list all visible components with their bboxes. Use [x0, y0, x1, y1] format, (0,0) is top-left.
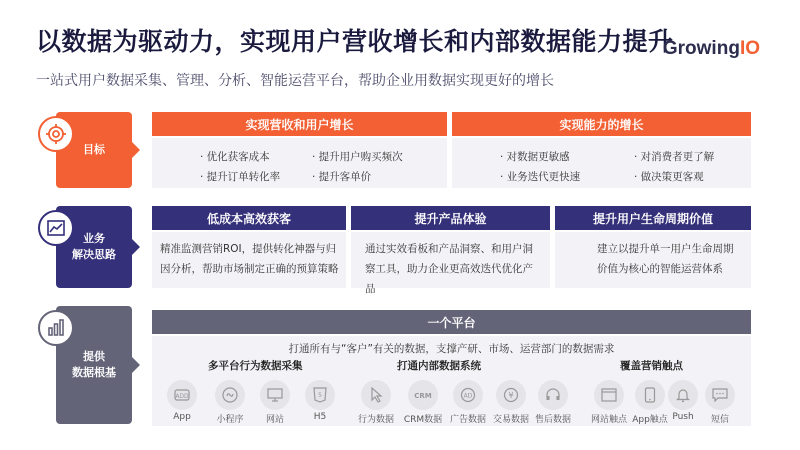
goal-left-item: · 提升订单转化率 [200, 171, 281, 183]
goal-left-header: 实现营收和用户增长 [152, 112, 447, 136]
item-label: App [173, 412, 191, 422]
trend-chart-icon [38, 210, 74, 246]
svg-text:5: 5 [318, 392, 322, 399]
item-label: 行为数据 [357, 415, 394, 425]
approach-col2-header: 提升产品体验 [351, 206, 550, 230]
item-label: 售后数据 [534, 415, 571, 425]
approach-col2-box [351, 232, 550, 295]
crm-icon [408, 380, 438, 410]
bar-chart-icon [38, 310, 74, 346]
svg-text:¥: ¥ [508, 391, 514, 400]
item-label: 小程序 [216, 415, 244, 425]
app-icon [167, 380, 197, 410]
approach-label: 业务 解决思路 [72, 232, 116, 261]
goal-right-item: · 做决策更客观 [634, 171, 704, 183]
item-label: H5 [313, 412, 327, 422]
goal-left-item: · 提升客单价 [312, 171, 372, 183]
item-label: CRM数据 [403, 415, 443, 425]
growingio-logo: GrowingIO [662, 38, 760, 59]
foundation-tag [56, 306, 132, 424]
foundation-desc: 打通所有与“客户”有关的数据，支撑产研、市场、运营部门的数据需求 [288, 343, 615, 355]
goal-right-item: · 对数据更敏感 [500, 151, 570, 163]
approach-col1-header: 低成本高效获客 [152, 206, 346, 230]
monitor-icon [260, 380, 290, 410]
svg-text:AD: AD [463, 392, 473, 400]
item-label: 网站 [265, 415, 284, 425]
foundation-label: 提供 数据根基 [72, 350, 116, 379]
item-label: App触点 [632, 415, 668, 425]
foundation-header: 一个平台 [152, 310, 751, 334]
group-title: 覆盖营销触点 [620, 360, 683, 372]
item-label: 交易数据 [492, 415, 529, 425]
yen-icon [496, 380, 526, 410]
page-title: 以数据为驱动力，实现用户营收增长和内部数据能力提升 [36, 27, 674, 56]
approach-col3-box [555, 232, 751, 288]
headset-icon [538, 380, 568, 410]
goal-left-item: · 优化获客成本 [200, 151, 270, 163]
goal-left-box [152, 138, 447, 188]
approach-col2-text: 通过实效看板和产品洞察、和用户洞察工具，助力企业更高效迭代优化产品 [365, 243, 533, 295]
goal-left-item: · 提升用户购买频次 [312, 151, 403, 163]
goal-right-item: · 对消费者更了解 [634, 151, 715, 163]
goal-tag [56, 112, 132, 188]
goal-right-item: · 业务迭代更快速 [500, 171, 581, 183]
approach-tag [56, 206, 132, 288]
cursor-icon [361, 380, 391, 410]
ad-icon [453, 380, 483, 410]
approach-col1-box [152, 232, 346, 288]
group-title: 多平台行为数据采集 [208, 360, 303, 372]
approach-col3-header: 提升用户生命周期价值 [555, 206, 751, 230]
phone-icon [635, 380, 665, 410]
bell-icon [668, 380, 698, 410]
item-label: 短信 [710, 415, 729, 425]
item-label: 广告数据 [449, 415, 486, 425]
html5-icon [305, 380, 335, 410]
approach-col3-text: 建立以提升单一用户生命周期价值为核心的智能运营体系 [597, 243, 734, 275]
mini-program-icon [215, 380, 245, 410]
svg-text:ADD: ADD [175, 393, 189, 400]
approach-col1-text: 精准监测营销ROI，提供转化神器与归因分析，帮助市场制定正确的预算策略 [160, 243, 339, 275]
goal-right-box [452, 138, 751, 188]
browser-icon [594, 380, 624, 410]
foundation-box [152, 336, 751, 426]
item-label: Push [672, 412, 694, 422]
svg-text:CRM: CRM [414, 392, 432, 400]
item-label: 网站触点 [590, 415, 627, 425]
page-subtitle: 一站式用户数据采集、管理、分析、智能运营平台，帮助企业用数据实现更好的增长 [36, 73, 554, 89]
group-title: 打通内部数据系统 [397, 360, 481, 372]
goal-label: 目标 [83, 143, 105, 157]
sms-icon [705, 380, 735, 410]
target-icon [38, 116, 74, 152]
goal-right-header: 实现能力的增长 [452, 112, 751, 136]
